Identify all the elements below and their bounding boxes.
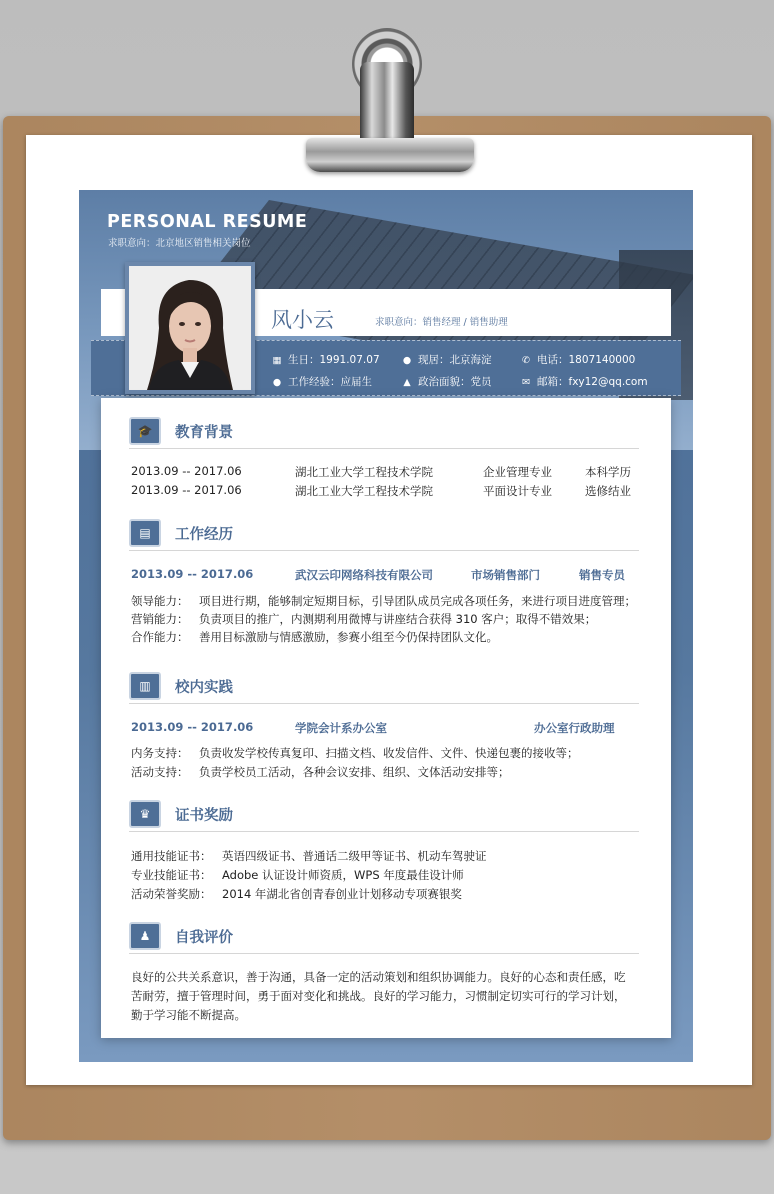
self-line: 勤于学习能不断提高。 (131, 1008, 246, 1022)
map-pin-icon: ● (402, 355, 412, 366)
work-item-text: 负责项目的推广，内测期利用微博与讲座结合获得 310 客户；取得不错效果； (199, 612, 597, 626)
campus-item-text: 负责学校员工活动，各种会议安排、组织、文体活动安排等； (199, 765, 510, 779)
candidate-name: 风小云 (271, 308, 334, 332)
divider (129, 831, 639, 832)
resume-subtitle: 求职意向：北京地区销售相关岗位 (108, 238, 251, 249)
section-title-certs: 证书奖励 (175, 808, 233, 824)
info-experience: ● 工作经验：应届生 (272, 376, 372, 388)
graduation-cap-icon: ▲ (403, 377, 411, 388)
campus-item-text: 负责收发学校传真复印、扫描文档、收发信件、文件、快递包裹的接收等； (199, 746, 579, 760)
campus-item-label: 活动支持： (131, 765, 189, 779)
campus-date: 2013.09 -- 2017.06 (131, 720, 254, 734)
campus-role: 办公室行政助理 (534, 721, 615, 735)
mail-icon: ✉ (522, 377, 530, 388)
clip-body-icon (360, 62, 414, 144)
info-birth: ▦ 生日：1991.07.07 (272, 354, 380, 366)
edu-major: 企业管理专业 (483, 465, 552, 479)
edu-degree: 本科学历 (585, 465, 631, 479)
resume (79, 190, 693, 1062)
divider (129, 703, 639, 704)
info-phone: ✆ 电话：1807140000 (520, 352, 635, 367)
cert-text: Adobe 认证设计师资质，WPS 年度最佳设计师 (222, 868, 464, 882)
edu-school: 湖北工业大学工程技术学院 (295, 465, 433, 479)
section-title-work: 工作经历 (175, 527, 233, 543)
cert-text: 英语四级证书、普通话二级甲等证书、机动车驾驶证 (222, 849, 487, 863)
resume-title: PERSONAL RESUME (107, 212, 308, 232)
cert-label: 活动荣誉奖励： (131, 887, 212, 901)
campus-item-label: 内务支持： (131, 746, 189, 760)
campus-org: 学院会计系办公室 (295, 721, 387, 735)
work-item-text: 项目进行期，能够制定短期目标，引导团队成员完成各项任务，来进行项目进度管理； (199, 594, 636, 608)
self-line: 良好的公共关系意识，善于沟通，具备一定的活动策划和组织协调能力。良好的心态和责任感，吃 (131, 970, 626, 984)
portrait-icon (129, 266, 251, 390)
cert-label: 通用技能证书： (131, 849, 212, 863)
profile-photo (125, 262, 255, 394)
cert-label: 专业技能证书： (131, 868, 212, 882)
section-title-campus: 校内实践 (175, 680, 233, 696)
calendar-icon: ▦ (272, 355, 282, 366)
work-item-label: 领导能力： (131, 594, 189, 608)
edu-major: 平面设计专业 (483, 484, 552, 498)
phone-icon: ✆ (522, 355, 530, 366)
edu-school: 湖北工业大学工程技术学院 (295, 484, 433, 498)
self-line: 苦耐劳，擅于管理时间，勇于面对变化和挑战。良好的学习能力，习惯制定切实可行的学习计划， (131, 989, 626, 1003)
user-icon: ● (272, 377, 282, 388)
section-title-education: 教育背景 (175, 425, 233, 441)
cert-text: 2014 年湖北省创青春创业计划移动专项赛银奖 (222, 887, 462, 901)
work-role: 销售专员 (579, 568, 625, 582)
job-intent: 求职意向：销售经理 / 销售助理 (375, 317, 508, 328)
trophy-icon: ♛ (129, 800, 161, 828)
work-item-label: 合作能力： (131, 630, 189, 644)
section-title-self: 自我评价 (175, 930, 233, 946)
info-location: ● 现居：北京海淀 (402, 354, 492, 366)
divider (129, 953, 639, 954)
work-item-text: 善用目标激励与情感激励，参赛小组至今仍保持团队文化。 (199, 630, 498, 644)
divider (129, 550, 639, 551)
edu-degree: 选修结业 (585, 484, 631, 498)
bar-chart-icon: ▥ (129, 672, 161, 700)
edu-date: 2013.09 -- 2017.06 (131, 483, 242, 497)
work-date: 2013.09 -- 2017.06 (131, 567, 254, 581)
divider (129, 448, 639, 449)
briefcase-icon: ▤ (129, 519, 161, 547)
work-dept: 市场销售部门 (471, 568, 540, 582)
graduation-cap-icon: 🎓 (129, 417, 161, 445)
info-email: ✉ 邮箱：fxy12@qq.com (520, 374, 648, 389)
clip-base-icon (306, 138, 474, 172)
info-politics: ▲ 政治面貌：党员 (401, 374, 492, 389)
work-item-label: 营销能力： (131, 612, 189, 626)
person-icon: ♟ (129, 922, 161, 950)
work-company: 武汉云印网络科技有限公司 (295, 568, 433, 582)
edu-date: 2013.09 -- 2017.06 (131, 464, 242, 478)
